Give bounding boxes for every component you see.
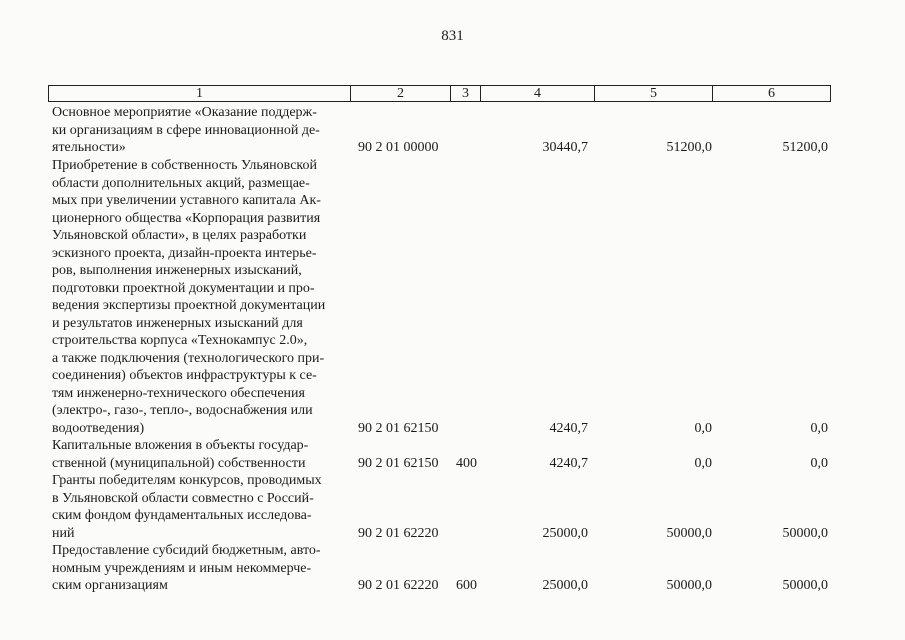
table-row (52, 437, 842, 472)
row-value-4: 25000,0 (542, 525, 588, 541)
row-vr: 600 (456, 577, 477, 593)
row-code: 90 2 01 62220 (358, 577, 439, 593)
column-header-6: 6 (713, 86, 831, 102)
row-name: Гранты победителям конкурсов, проводимых в Ульяновской области совместно с Россий- ским фондом фундаментальных исследова- ний (52, 473, 322, 541)
row-name: Основное мероприятие «Оказание поддерж- ки организациям в сфере инновационной де- ятельности» (52, 105, 320, 155)
row-value-5: 0,0 (694, 420, 712, 436)
row-code: 90 2 01 62220 (358, 525, 439, 541)
row-value-6: 50000,0 (782, 577, 828, 593)
column-header-row (49, 86, 831, 102)
row-name: Приобретение в собственность Ульяновской области дополнительных акций, размещае- мых при увеличении уставного капитала Ак- ционерного общества «Корпорация развития Ульяновской области», в целях разработки эскизного проекта, дизайн-проекта интерье- ров, выполнения инженерных изысканий, подготовки проектной документации и про- ведения экспертизы проектной документации и результатов инженерных изысканий для строительства корпуса «Технокампус 2.0», а также подключения (технологического при- соединения) объектов инфраструктуры к се- тям инженерно-технического обеспечения (электро-, газо-, тепло-, водоснабжения или водоотведения) (52, 158, 326, 436)
row-vr: 400 (456, 455, 477, 471)
row-code: 90 2 01 00000 (358, 139, 439, 155)
row-name: Предоставление субсидий бюджетным, авто- номным учреждениям и иным некоммерче- ским организациям (52, 543, 321, 593)
column-header-5: 5 (595, 86, 713, 102)
row-code: 90 2 01 62150 (358, 420, 439, 436)
row-value-6: 0,0 (810, 420, 828, 436)
row-value-4: 30440,7 (542, 139, 588, 155)
row-value-6: 51200,0 (782, 139, 828, 155)
column-header-1: 1 (49, 86, 351, 102)
table-row (52, 472, 842, 542)
row-value-4: 25000,0 (542, 577, 588, 593)
column-header-3: 3 (451, 86, 481, 102)
row-value-5: 51200,0 (666, 139, 712, 155)
row-value-6: 50000,0 (782, 525, 828, 541)
table-row (52, 157, 842, 437)
row-name: Капитальные вложения в объекты государ- ственной (муниципальной) собственности (52, 438, 309, 471)
row-value-6: 0,0 (810, 455, 828, 471)
column-header-4: 4 (481, 86, 595, 102)
row-code: 90 2 01 62150 (358, 455, 439, 471)
row-value-5: 50000,0 (666, 577, 712, 593)
row-value-4: 4240,7 (549, 420, 588, 436)
column-header-table (48, 85, 831, 102)
column-header-2: 2 (351, 86, 451, 102)
table-row (52, 542, 842, 594)
row-value-5: 50000,0 (666, 525, 712, 541)
table-row (52, 104, 842, 156)
row-value-4: 4240,7 (549, 455, 588, 471)
page-number: 831 (441, 28, 464, 44)
row-value-5: 0,0 (694, 455, 712, 471)
